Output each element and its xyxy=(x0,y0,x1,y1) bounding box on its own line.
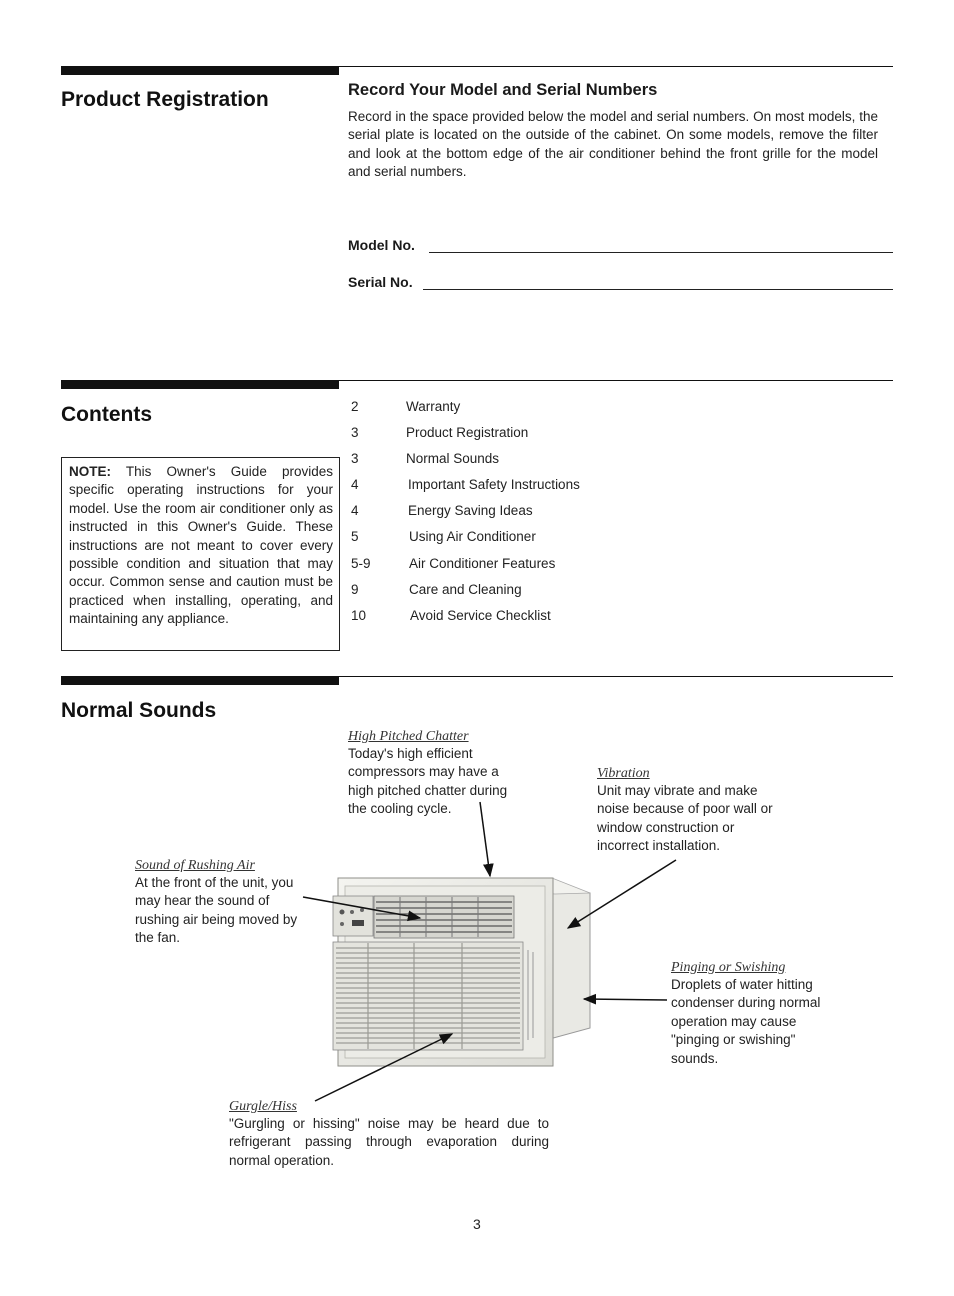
callout-text: Droplets of water hitting condenser during normal operation may cause "pinging or swishing" sounds. xyxy=(671,977,821,1066)
toc-page: 4 xyxy=(351,503,359,518)
toc-page: 4 xyxy=(351,477,359,492)
toc-page: 2 xyxy=(351,399,359,414)
callout-pinging-swishing xyxy=(671,960,839,1068)
callout-title: Gurgle/Hiss xyxy=(229,1099,297,1114)
callout-rushing-air xyxy=(135,858,310,948)
section-title-product-registration: Product Registration xyxy=(61,88,269,111)
section-title-normal-sounds: Normal Sounds xyxy=(61,699,217,722)
callout-title: Vibration xyxy=(597,766,650,781)
toc-page: 9 xyxy=(351,582,359,597)
callout-high-pitched-chatter xyxy=(348,729,528,819)
model-number-label: Model No. xyxy=(348,237,415,253)
toc-title: Care and Cleaning xyxy=(409,582,522,597)
callout-text: "Gurgling or hissing" noise may be heard due to refrigerant passing through evaporation during normal operation. xyxy=(229,1116,549,1168)
note-label: NOTE: xyxy=(69,464,111,479)
callout-title: Pinging or Swishing xyxy=(671,960,786,975)
toc-page: 10 xyxy=(351,608,367,623)
toc-title: Product Registration xyxy=(406,425,529,440)
toc-title: Normal Sounds xyxy=(406,451,500,466)
toc-title: Important Safety Instructions xyxy=(408,477,580,492)
serial-number-label: Serial No. xyxy=(348,274,413,290)
toc-page: 3 xyxy=(351,425,359,440)
toc-title: Air Conditioner Features xyxy=(409,556,556,571)
callout-title: Sound of Rushing Air xyxy=(135,858,255,873)
page-number: 3 xyxy=(473,1216,481,1232)
toc-page: 3 xyxy=(351,451,359,466)
callout-title: High Pitched Chatter xyxy=(348,729,469,744)
registration-paragraph: Record in the space provided below the model and serial numbers. On most models, the serial plate is located on the outside of the cabinet. On some models, remove the filter and look at the bottom edge of the air conditioner behind the front grille for the model and serial numbers. xyxy=(348,109,878,180)
callout-text: Today's high efficient compressors may have a high pitched chatter during the cooling cycle. xyxy=(348,746,508,817)
section-title-contents: Contents xyxy=(61,403,152,426)
note-text: This Owner's Guide provides specific operating instructions for your model. Use the room air conditioner only as instructed in this Owner's Guide. These instructions are not meant to cover every possible condition and situation that may occur. Common sense and caution must be practiced when installing, operating, and maintaining any appliance. xyxy=(69,464,333,627)
registration-heading: Record Your Model and Serial Numbers xyxy=(348,81,658,99)
toc-title: Avoid Service Checklist xyxy=(410,608,551,623)
toc-page: 5-9 xyxy=(351,556,371,571)
toc-page: 5 xyxy=(351,529,359,544)
toc-title: Using Air Conditioner xyxy=(409,529,536,544)
callout-gurgle-hiss xyxy=(229,1099,549,1170)
callout-text: Unit may vibrate and make noise because of poor wall or window construction or incorrect installation. xyxy=(597,783,773,854)
toc-title: Warranty xyxy=(406,399,461,414)
callout-text: At the front of the unit, you may hear the sound of rushing air being moved by the fan. xyxy=(135,875,298,946)
toc-title: Energy Saving Ideas xyxy=(408,503,533,518)
callout-vibration xyxy=(597,766,779,856)
